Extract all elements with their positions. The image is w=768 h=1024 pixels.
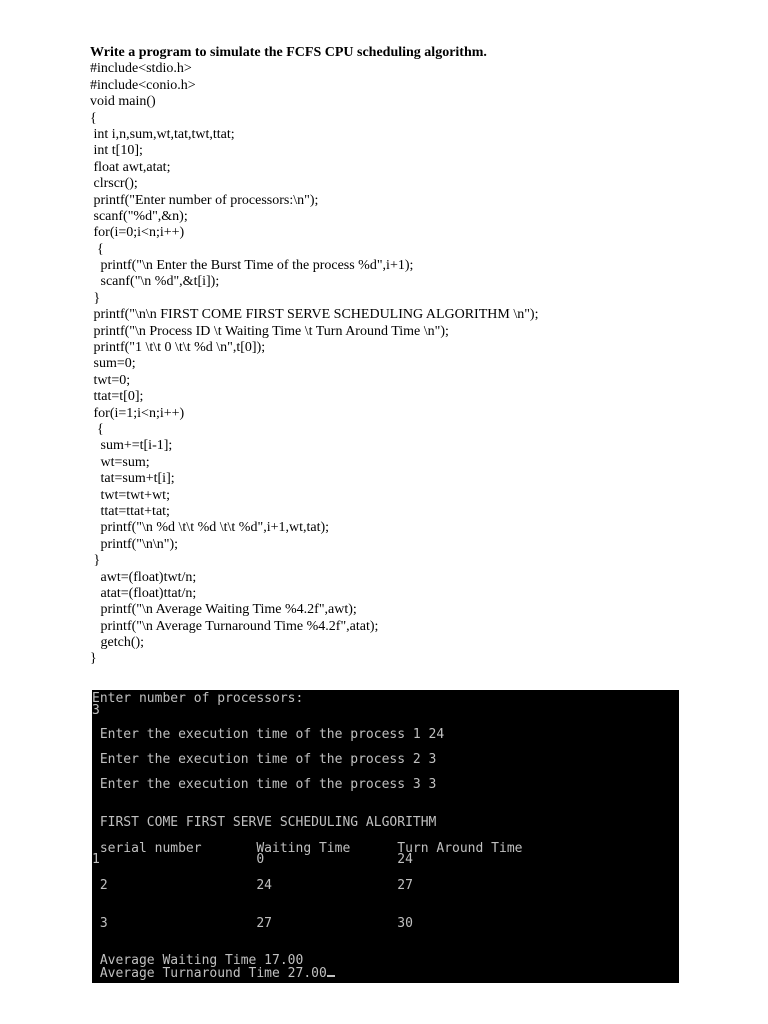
console-line: Enter the execution time of the process 3 3: [92, 777, 437, 792]
console-line: Enter the execution time of the process 2 3: [92, 752, 437, 767]
code-line: printf("\n Average Turnaround Time %4.2f",atat);: [90, 618, 379, 634]
code-line: {: [90, 241, 104, 257]
console-line: Average Waiting Time 17.00: [92, 953, 304, 968]
code-line: {: [90, 110, 97, 126]
console-output-screenshot: [92, 690, 679, 983]
code-line: #include<stdio.h>: [90, 61, 192, 77]
code-line: sum+=t[i-1];: [90, 438, 173, 454]
console-line: 3: [92, 703, 100, 718]
code-line: for(i=1;i<n;i++): [90, 405, 185, 421]
console-line: 1 0 24: [92, 852, 413, 867]
document-page: [90, 45, 730, 668]
code-line: scanf("\n %d",&t[i]);: [90, 274, 220, 290]
console-line-with-cursor: [92, 967, 335, 980]
code-line: printf("\n Average Waiting Time %4.2f",awt);: [90, 602, 357, 618]
code-line: int t[10];: [90, 143, 143, 159]
code-line: printf("\n Process ID \t Waiting Time \t Turn Around Time \n");: [90, 323, 449, 339]
code-listing: [90, 61, 730, 667]
code-line: printf("Enter number of processors:\n");: [90, 192, 319, 208]
code-line: printf("1 \t\t 0 \t\t %d \n",t[0]);: [90, 340, 266, 356]
code-line: twt=twt+wt;: [90, 487, 170, 503]
console-line: 2 24 27: [92, 878, 413, 893]
code-line: ttat=t[0];: [90, 389, 144, 405]
code-line: getch();: [90, 635, 145, 651]
code-line: }: [90, 651, 97, 667]
code-line: {: [90, 421, 104, 437]
code-line: clrscr();: [90, 176, 138, 192]
code-line: printf("\n %d \t\t %d \t\t %d",i+1,wt,tat);: [90, 520, 330, 536]
code-line: wt=sum;: [90, 454, 150, 470]
console-line: 3 27 30: [92, 916, 413, 931]
code-line: twt=0;: [90, 372, 131, 388]
code-line: int i,n,sum,wt,tat,twt,ttat;: [90, 126, 235, 142]
code-line: atat=(float)ttat/n;: [90, 585, 197, 601]
code-line: #include<conio.h>: [90, 77, 196, 93]
code-line: void main(): [90, 94, 156, 110]
code-line: }: [90, 290, 101, 306]
code-line: for(i=0;i<n;i++): [90, 225, 185, 241]
code-line: ttat=ttat+tat;: [90, 503, 170, 519]
code-line: float awt,atat;: [90, 159, 171, 175]
document-title: Write a program to simulate the FCFS CPU scheduling algorithm.: [90, 45, 487, 60]
code-line: printf("\n\n FIRST COME FIRST SERVE SCHEDULING ALGORITHM \n");: [90, 307, 539, 323]
console-line-text: Average Turnaround Time 27.00: [92, 966, 327, 981]
code-line: printf("\n\n");: [90, 536, 179, 552]
console-line: serial number Waiting Time Turn Around Time: [92, 841, 523, 856]
code-line: scanf("%d",&n);: [90, 208, 188, 224]
code-line: tat=sum+t[i];: [90, 471, 175, 487]
code-line: }: [90, 553, 101, 569]
text-cursor: [327, 975, 335, 977]
console-line: FIRST COME FIRST SERVE SCHEDULING ALGORITHM: [92, 815, 437, 830]
code-line: sum=0;: [90, 356, 136, 372]
console-line: Enter the execution time of the process 1 24: [92, 727, 445, 742]
code-line: printf("\n Enter the Burst Time of the process %d",i+1);: [90, 258, 414, 274]
code-line: awt=(float)twt/n;: [90, 569, 197, 585]
console-line: Enter number of processors:: [92, 691, 304, 706]
